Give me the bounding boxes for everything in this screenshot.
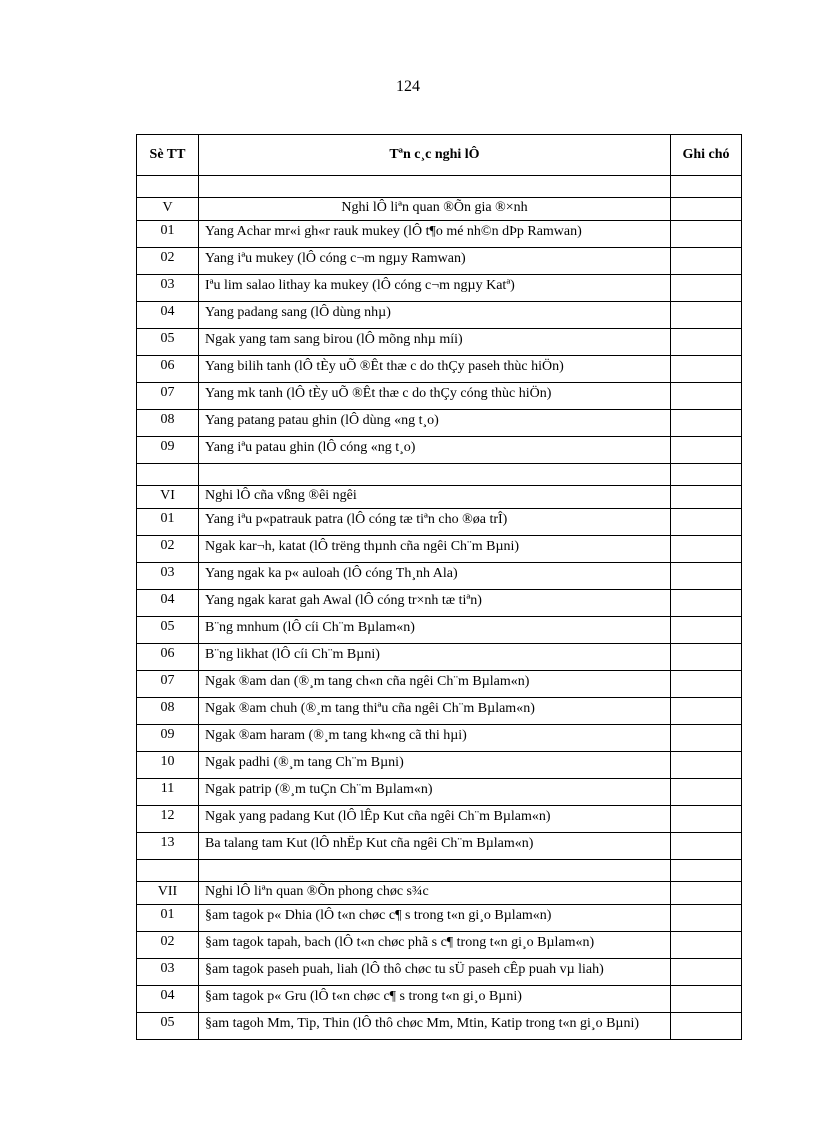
item-name: Yang patang patau ghin (lÔ dùng «ng t¸o) <box>199 410 671 437</box>
item-name: Yang iªu patau ghin (lÔ cóng «ng t¸o) <box>199 437 671 464</box>
item-name: Ngak patrip (®¸m tuÇn Ch¨m Bµlam«n) <box>199 779 671 806</box>
table-row <box>137 509 742 536</box>
note-cell <box>671 725 742 752</box>
note-cell <box>671 932 742 959</box>
item-number: 02 <box>137 248 199 275</box>
item-name: Ngak ®am chuh (®¸m tang thiªu cña ngêi Ch¨m Bµlam«n) <box>199 698 671 725</box>
item-number: 13 <box>137 833 199 860</box>
table-row <box>137 590 742 617</box>
item-name: Yang padang sang (lÔ dùng nhµ) <box>199 302 671 329</box>
note-cell <box>671 536 742 563</box>
item-name: Ngak ®am dan (®¸m tang ch«n cña ngêi Ch¨m Bµlam«n) <box>199 671 671 698</box>
spacer-cell <box>671 464 742 486</box>
item-name: §am tagok p« Dhia (lÔ t«n chøc c¶ s trong t«n gi¸o Bµlam«n) <box>199 905 671 932</box>
item-name: §am tagok tapah, bach (lÔ t«n chøc phã s c¶ trong t«n gi¸o Bµlam«n) <box>199 932 671 959</box>
table-header-row <box>137 135 742 176</box>
item-number: 01 <box>137 509 199 536</box>
note-cell <box>671 356 742 383</box>
header-col-note: Ghi chó <box>671 135 742 176</box>
note-cell <box>671 275 742 302</box>
note-cell <box>671 779 742 806</box>
note-cell <box>671 383 742 410</box>
item-name: Yang iªu p«patrauk patra (lÔ cóng tæ tiªn cho ®øa trÎ) <box>199 509 671 536</box>
item-number: 01 <box>137 221 199 248</box>
section-row <box>137 486 742 509</box>
item-name: Ngak yang padang Kut (lÔ lÊp Kut cña ngêi Ch¨m Bµlam«n) <box>199 806 671 833</box>
table-row <box>137 437 742 464</box>
section-title: Nghi lÔ liªn quan ®Õn phong chøc s¾c <box>199 882 671 905</box>
table-row <box>137 932 742 959</box>
table-row <box>137 1013 742 1040</box>
table-row <box>137 671 742 698</box>
item-name: Iªu lim salao lithay ka mukey (lÔ cóng c¬m ngµy Katª) <box>199 275 671 302</box>
table-row <box>137 563 742 590</box>
item-number: 08 <box>137 410 199 437</box>
item-name: Yang Achar mr«i gh«r rauk mukey (lÔ t¶o mé nh©n dÞp Ramwan) <box>199 221 671 248</box>
section-number: V <box>137 198 199 221</box>
item-number: 05 <box>137 617 199 644</box>
item-name: §am tagok paseh puah, liah (lÔ thô chøc tu sÜ paseh cÊp puah vµ liah) <box>199 959 671 986</box>
section-title: Nghi lÔ cña vßng ®êi ngêi <box>199 486 671 509</box>
item-number: 05 <box>137 1013 199 1040</box>
item-number: 04 <box>137 302 199 329</box>
note-cell <box>671 986 742 1013</box>
note-cell <box>671 590 742 617</box>
item-number: 12 <box>137 806 199 833</box>
item-number: 02 <box>137 536 199 563</box>
table-row <box>137 536 742 563</box>
table-row <box>137 329 742 356</box>
item-number: 06 <box>137 644 199 671</box>
note-cell <box>671 698 742 725</box>
item-number: 11 <box>137 779 199 806</box>
note-cell <box>671 905 742 932</box>
table-row <box>137 698 742 725</box>
table-row <box>137 383 742 410</box>
table-row <box>137 275 742 302</box>
item-name: Yang ngak karat gah Awal (lÔ cóng tr×nh tæ tiªn) <box>199 590 671 617</box>
item-name: Ngak kar¬h, katat (lÔ trëng thµnh cña ngêi Ch¨m Bµni) <box>199 536 671 563</box>
note-cell <box>671 248 742 275</box>
item-name: §am tagoh Mm, Tip, Thin (lÔ thô chøc Mm, Mtin, Katip trong t«n gi¸o Bµni) <box>199 1013 671 1040</box>
page-number: 124 <box>396 78 420 95</box>
section-number: VII <box>137 882 199 905</box>
table-row <box>137 410 742 437</box>
spacer-cell <box>199 176 671 198</box>
note-cell <box>671 806 742 833</box>
table-row <box>137 986 742 1013</box>
item-name: Yang ngak ka p« auloah (lÔ cóng Th¸nh Ala) <box>199 563 671 590</box>
item-number: 04 <box>137 986 199 1013</box>
item-number: 07 <box>137 671 199 698</box>
item-name: B¨ng likhat (lÔ cíi Ch¨m Bµni) <box>199 644 671 671</box>
item-number: 08 <box>137 698 199 725</box>
note-cell <box>671 509 742 536</box>
section-row <box>137 198 742 221</box>
item-number: 07 <box>137 383 199 410</box>
table-row <box>137 725 742 752</box>
item-name: B¨ng mnhum (lÔ cíi Ch¨m Bµlam«n) <box>199 617 671 644</box>
note-cell <box>671 833 742 860</box>
item-number: 10 <box>137 752 199 779</box>
item-name: Ngak ®am haram (®¸m tang kh«ng cã thi hµi) <box>199 725 671 752</box>
spacer-cell <box>137 176 199 198</box>
item-name: Ba talang tam Kut (lÔ nhËp Kut cña ngêi Ch¨m Bµlam«n) <box>199 833 671 860</box>
note-cell <box>671 221 742 248</box>
item-name: §am tagok p« Gru (lÔ t«n chøc c¶ s trong t«n gi¸o Bµni) <box>199 986 671 1013</box>
rituals-table <box>136 134 742 1040</box>
note-cell <box>671 563 742 590</box>
table-row <box>137 833 742 860</box>
header-col-number: Sè TT <box>137 135 199 176</box>
table-row <box>137 644 742 671</box>
note-cell <box>671 617 742 644</box>
note-cell <box>671 198 742 221</box>
item-number: 09 <box>137 725 199 752</box>
note-cell <box>671 1013 742 1040</box>
spacer-cell <box>199 464 671 486</box>
item-number: 01 <box>137 905 199 932</box>
note-cell <box>671 329 742 356</box>
spacer-row <box>137 176 742 198</box>
note-cell <box>671 410 742 437</box>
section-number: VI <box>137 486 199 509</box>
item-number: 03 <box>137 275 199 302</box>
item-name: Yang iªu mukey (lÔ cóng c¬m ngµy Ramwan) <box>199 248 671 275</box>
spacer-row <box>137 860 742 882</box>
note-cell <box>671 302 742 329</box>
spacer-cell <box>671 860 742 882</box>
item-name: Yang bilih tanh (lÔ tÈy uÕ ®Êt thæ c do thÇy paseh thùc hiÖn) <box>199 356 671 383</box>
note-cell <box>671 959 742 986</box>
table-row <box>137 806 742 833</box>
item-name: Ngak yang tam sang birou (lÔ mõng nhµ míi) <box>199 329 671 356</box>
item-number: 02 <box>137 932 199 959</box>
note-cell <box>671 882 742 905</box>
item-number: 06 <box>137 356 199 383</box>
section-title: Nghi lÔ liªn quan ®Õn gia ®×nh <box>199 198 671 221</box>
header-col-name: Tªn c¸c nghi lÔ <box>199 135 671 176</box>
item-number: 03 <box>137 959 199 986</box>
item-number: 03 <box>137 563 199 590</box>
table-row <box>137 356 742 383</box>
spacer-cell <box>199 860 671 882</box>
note-cell <box>671 486 742 509</box>
note-cell <box>671 671 742 698</box>
table-row <box>137 959 742 986</box>
table-row <box>137 302 742 329</box>
table-row <box>137 221 742 248</box>
item-name: Yang mk tanh (lÔ tÈy uÕ ®Êt thæ c do thÇy cóng thùc hiÖn) <box>199 383 671 410</box>
table-row <box>137 779 742 806</box>
spacer-row <box>137 464 742 486</box>
table-row <box>137 752 742 779</box>
item-name: Ngak padhi (®¸m tang Ch¨m Bµni) <box>199 752 671 779</box>
item-number: 04 <box>137 590 199 617</box>
item-number: 09 <box>137 437 199 464</box>
table-row <box>137 248 742 275</box>
note-cell <box>671 437 742 464</box>
table-row <box>137 905 742 932</box>
item-number: 05 <box>137 329 199 356</box>
spacer-cell <box>137 860 199 882</box>
spacer-cell <box>671 176 742 198</box>
section-row <box>137 882 742 905</box>
table-row <box>137 617 742 644</box>
note-cell <box>671 644 742 671</box>
note-cell <box>671 752 742 779</box>
spacer-cell <box>137 464 199 486</box>
